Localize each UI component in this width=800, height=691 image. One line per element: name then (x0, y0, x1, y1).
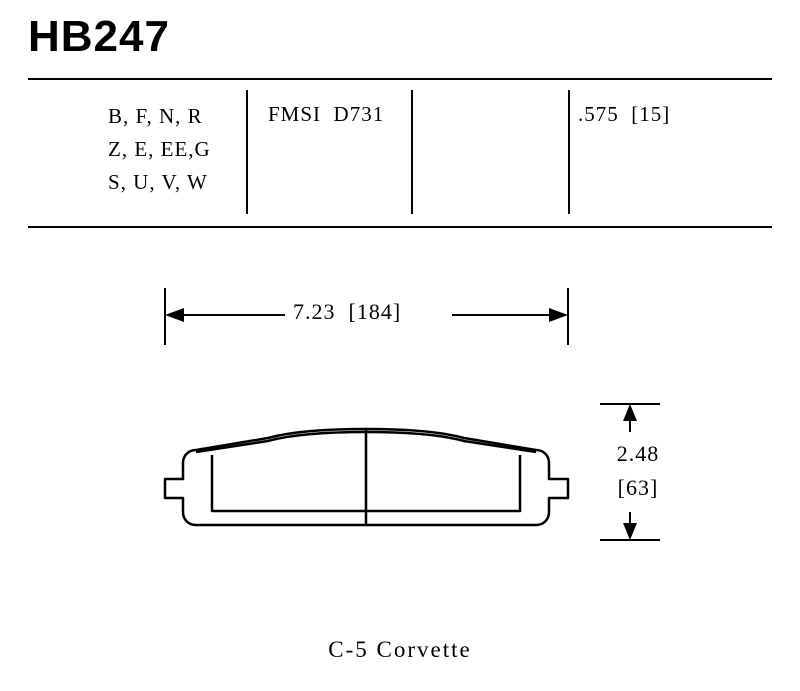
height-dimension-mm: [63] (617, 475, 659, 500)
width-dimension-label: 7.23 [184] (293, 299, 402, 324)
width-dimension-arrow (165, 308, 568, 322)
width-extension-lines (165, 288, 568, 345)
compound-codes-line-2: Z, E, EE,G (108, 137, 211, 161)
vehicle-caption: C-5 Corvette (328, 637, 472, 662)
fmsi-number: FMSI D731 (268, 102, 385, 126)
height-dimension-inches: 2.48 (616, 441, 660, 466)
compound-codes-line-1: B, F, N, R (108, 104, 203, 128)
pad-thickness: .575 [15] (578, 102, 671, 126)
part-number: HB247 (28, 12, 170, 61)
height-dimension-arrow (623, 404, 637, 540)
compound-codes-line-3: S, U, V, W (108, 170, 208, 194)
brake-pad-outline (165, 429, 568, 525)
